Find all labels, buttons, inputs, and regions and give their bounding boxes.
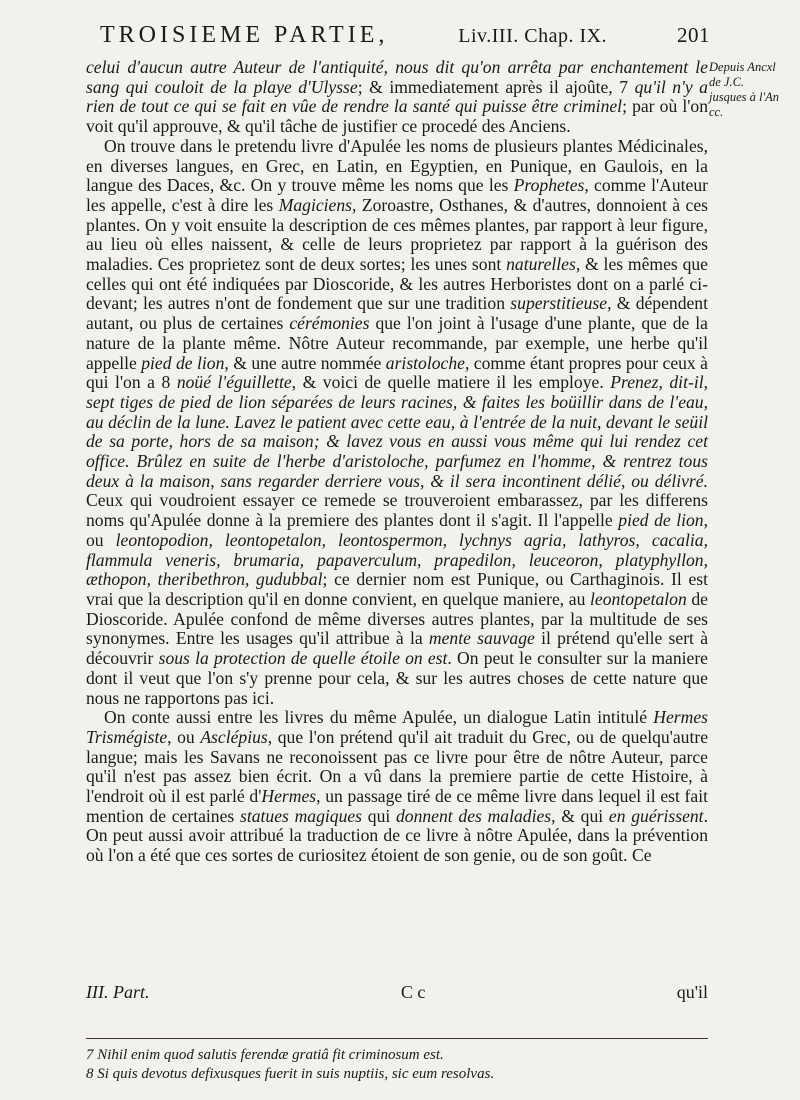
text-run: , que l'on prétend qu'il ait traduit du Grec, ou de quelqu'autre langue; mais les Savans ne reconoissent pas ce livre pour être de nôtre Auteur, parce qu'il n'est pas assez bien écrit. On a vû dans la premiere partie de cette Histoire, à l'endroit où il est parlé d' [86,726,709,807]
paragraph-1 [86,58,708,137]
text-run: noüé l'éguillette [176,372,292,393]
text-run: naturelles [506,254,576,275]
paragraph-3 [86,708,708,866]
footnote-8: 8 Si quis devotus defixusques fuerit in suis nuptiis, sic eum resolvas. [86,1066,495,1082]
text-run: Hermes Trismégiste [86,707,708,747]
text-run: On conte aussi entre les livres du même Apulée, un dialogue Latin intitulé [104,707,654,728]
text-run: , & les mêmes que celles qui ont été indiquées par Dioscoride, & les autres Herboristes dont on a parlé ci-devant; les autres n'ont de fondement que sur une tradition [86,254,708,314]
text-run: en guérissent [608,805,704,826]
text-run: mente sauvage [428,628,535,649]
text-run: celui d'aucun autre Auteur de l'antiquité, nous dit qu'on arrêta par enchantement le sang qui couloit de la playe d'Ulysse [86,57,708,97]
text-run: aristoloche [385,352,465,373]
text-run: , comme étant propres pour ceux à qui l'on a 8 [86,352,708,393]
text-run: . On peut aussi avoir attribué la traduction de ce livre à nôtre Apulée, dans la prévention où l'on a été que ces sortes de curiositez étoient de son genie, ou de son goût. Ce [86,805,708,866]
text-run: il prétend qu'elle sert à découvrir [86,628,709,669]
text-run: . On peut le consulter sur la maniere dont il veut que l'on s'y prenne pour cela, & sur les autres choses de cette nature que nous ne rapportons pas ici. [86,648,708,708]
catchword: qu'il [676,982,708,1002]
signature-mark: C c [400,982,426,1002]
text-run: , ou [167,726,201,747]
text-run: ; par où l'on voit qu'il approuve, & qu'il tâche de justifier ce procedé des Anciens. [86,96,708,137]
signature-line [86,982,708,1003]
text-run: sous la protection de quelle étoile on est [158,648,448,669]
text-run: Prenez, dit-il, sept tiges de pied de lion séparées de leurs racines, & faites les boüillir dans de l'eau, au déclin de la lune. Lavez le patient avec cette eau, à l'entrée de la nuit, devant le seüil de sa porte, hors de sa maison; & lavez vous en aussi vous même qui lui rendez cet office. Brûlez en suite de l'herbe d'aristoloche, parfumez en l'homme, & rentrez tous deux à la maison, sans regarder derriere vous, & il sera incontinent délié, ou délivré. [86,372,708,491]
text-run: Hermes [261,786,317,807]
text-run: cérémonies [289,313,370,334]
text-run: pied de lion [141,352,225,373]
footnotes [86,1046,726,1084]
paragraph-2 [86,137,708,708]
margin-note: Depuis Ancxl de J.C. jusques à l'An cc. [709,60,780,119]
text-run: Asclépius [200,726,268,747]
text-run: superstitieuse [510,293,608,314]
text-run: donnent des maladies [395,805,552,826]
text-run: , & qui [551,805,609,826]
text-run: qu'il n'y a rien de tout ce qui se fait en vûe de rendre la santé qui puisse être criminel [86,76,708,117]
text-run: , & dépendent autant, ou plus de certaines [86,293,708,334]
signature-part: III. Part. [86,982,150,1002]
text-run: On trouve dans le pretendu livre d'Apulée les noms de plusieurs plantes Médicinales, en diverses langues, en Grec, en Latin, en Egyptien, en Punique, en Gaulois, en la langue des Daces, &c. On y trouve même les noms que les [86,135,708,196]
header-chapter: Liv.III. Chap. IX. [458,25,608,47]
main-text [86,58,708,866]
text-run: pied de lion [618,510,704,531]
footnote-7: 7 Nihil enim quod salutis ferendæ gratiâ fit criminosum est. [86,1047,444,1063]
text-run: leontopodion, leontopetalon, leontospermon, lychnys agria, lathyros, cacalia, flammula veneris, brumaria, papaverculum, prapedilon, leuceoron, platyphyllon, æthopon, theribethron, gudubbal [86,529,708,590]
page-number: 201 [676,23,710,47]
text-run: de Dioscoride. Apulée confond de même diverses autres plantes, par la multitude de ses synonymes. Entre les usages qu'il attribue à la [86,588,708,649]
text-run: statues magiques [239,805,363,826]
text-run: , un passage tiré de ce même livre dans lequel il est fait mention de certaines [86,786,708,826]
text-run: , comme l'Auteur les appelle, c'est à dire les [86,175,708,215]
footnote-rule [86,1038,708,1039]
text-run: Magiciens [278,194,353,215]
text-run: que l'on joint à l'usage d'une plante, que de la nature de la plante même. Nôtre Auteur recommande, par exemple, une herbe qu'il appelle [86,313,708,373]
text-run: Ceux qui voudroient essayer ce remede se trouveroient embarassez, par les differens noms qu'Apulée donne à la premiere des plantes dont il s'agit. Il l'appelle [86,490,708,531]
header-part-title: TROISIEME PARTIE, [100,22,389,48]
text-run: leontopetalon [590,588,687,609]
text-run: qui [362,805,396,826]
text-run: , ou [86,510,708,550]
text-run: ; & immediatement après il ajoûte, 7 [357,76,635,97]
text-run: Prophetes [513,175,585,196]
text-run: , & une autre nommée [224,352,386,373]
running-header [100,22,710,49]
text-run: , & voici de quelle matiere il les employe. [291,372,611,393]
text-run: ; ce dernier nom est Punique, ou Carthaginois. Il est vrai que la description qu'il en donne convient, en quelque maniere, au [86,569,708,609]
text-run: , Zoroastre, Osthanes, & d'autres, donnoient à ces plantes. On y voit ensuite la description de ces mêmes plantes, par rapport à leur figure, au lieu où elles naissent, & celle de leurs proprietez par rapport à la guérison des maladies. Ces proprietez sont de deux sortes; les unes sont [86,194,709,275]
